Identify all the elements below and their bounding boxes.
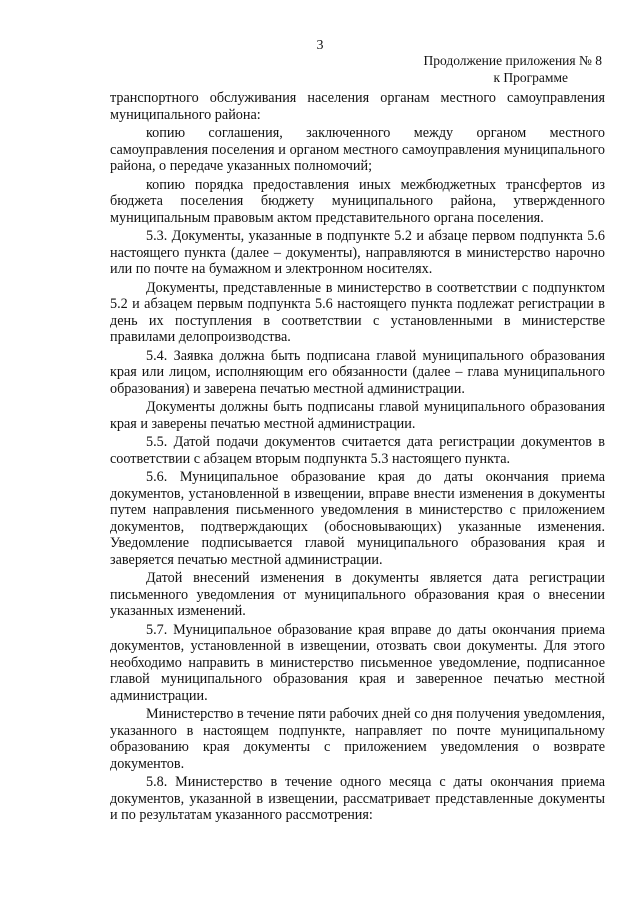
appendix-header-line2: к Программе bbox=[493, 70, 568, 85]
paragraph: 5.7. Муниципальное образование края вправе до даты окончания приема документов, установленной в извещении, отозвать свои документы. Для этого необходимо направить в министерство письменное уведомление, подписанное главой муниципального образования края и заверенное печатью местной администрации. bbox=[110, 621, 605, 704]
paragraph: 5.4. Заявка должна быть подписана главой муниципального образования края или лицом, исполняющим его обязанности (далее – глава муниципального образования) и заверена печатью местной администрации. bbox=[110, 347, 605, 397]
appendix-header bbox=[423, 52, 602, 86]
paragraph: Документы должны быть подписаны главой муниципального образования края и заверены печатью местной администрации. bbox=[110, 399, 605, 432]
paragraph: Документы, представленные в министерство в соответствии с подпунктом 5.2 и абзацем первым подпункта 5.6 настоящего пункта подлежат регистрации в день их поступления в соответствии с установленными в министерстве правилами делопроизводства. bbox=[110, 279, 605, 345]
paragraph: копию порядка предоставления иных межбюджетных трансфертов из бюджета поселения бюджету муниципального района, утвержденного муниципальным правовым актом представительного органа поселения. bbox=[110, 176, 605, 226]
paragraph: транспортного обслуживания населения органам местного самоуправления муниципального района: bbox=[110, 90, 605, 123]
paragraph: 5.3. Документы, указанные в подпункте 5.2 и абзаце первом подпункта 5.6 настоящего пункта (далее – документы), направляются в министерство нарочно или по почте на бумажном и электронном носителях. bbox=[110, 228, 605, 277]
paragraph: 5.8. Министерство в течение одного месяца с даты окончания приема документов, указанной в извещении, рассматривает представленные документы и по результатам указанного рассмотрения: bbox=[110, 774, 605, 823]
paragraph: 5.5. Датой подачи документов считается дата регистрации документов в соответствии с абзацем вторым подпункта 5.3 настоящего пункта. bbox=[110, 434, 605, 467]
appendix-header-line1: Продолжение приложения № 8 bbox=[423, 53, 602, 68]
paragraph: Датой внесений изменения в документы является дата регистрации письменного уведомления от муниципального образования края о внесении указанных изменений. bbox=[110, 570, 605, 619]
page-number: 3 bbox=[316, 38, 324, 53]
paragraph: копию соглашения, заключенного между органом местного самоуправления поселения и органом местного самоуправления муниципального района, о передаче указанных полномочий; bbox=[110, 125, 605, 174]
document-body bbox=[110, 90, 605, 826]
paragraph: Министерство в течение пяти рабочих дней со дня получения уведомления, указанного в настоящем подпункте, направляет по почте муниципальному образованию края документы с приложением уведомления о возврате документов. bbox=[110, 706, 605, 772]
paragraph: 5.6. Муниципальное образование края до даты окончания приема документов, установленной в извещении, вправе внести изменения в документы путем направления письменного уведомления в министерство с приложением документов, подтверждающих (обосновывающих) указанные изменения. Уведомление подписывается главой муниципального образования края и заверяется печатью местной администрации. bbox=[110, 469, 605, 568]
